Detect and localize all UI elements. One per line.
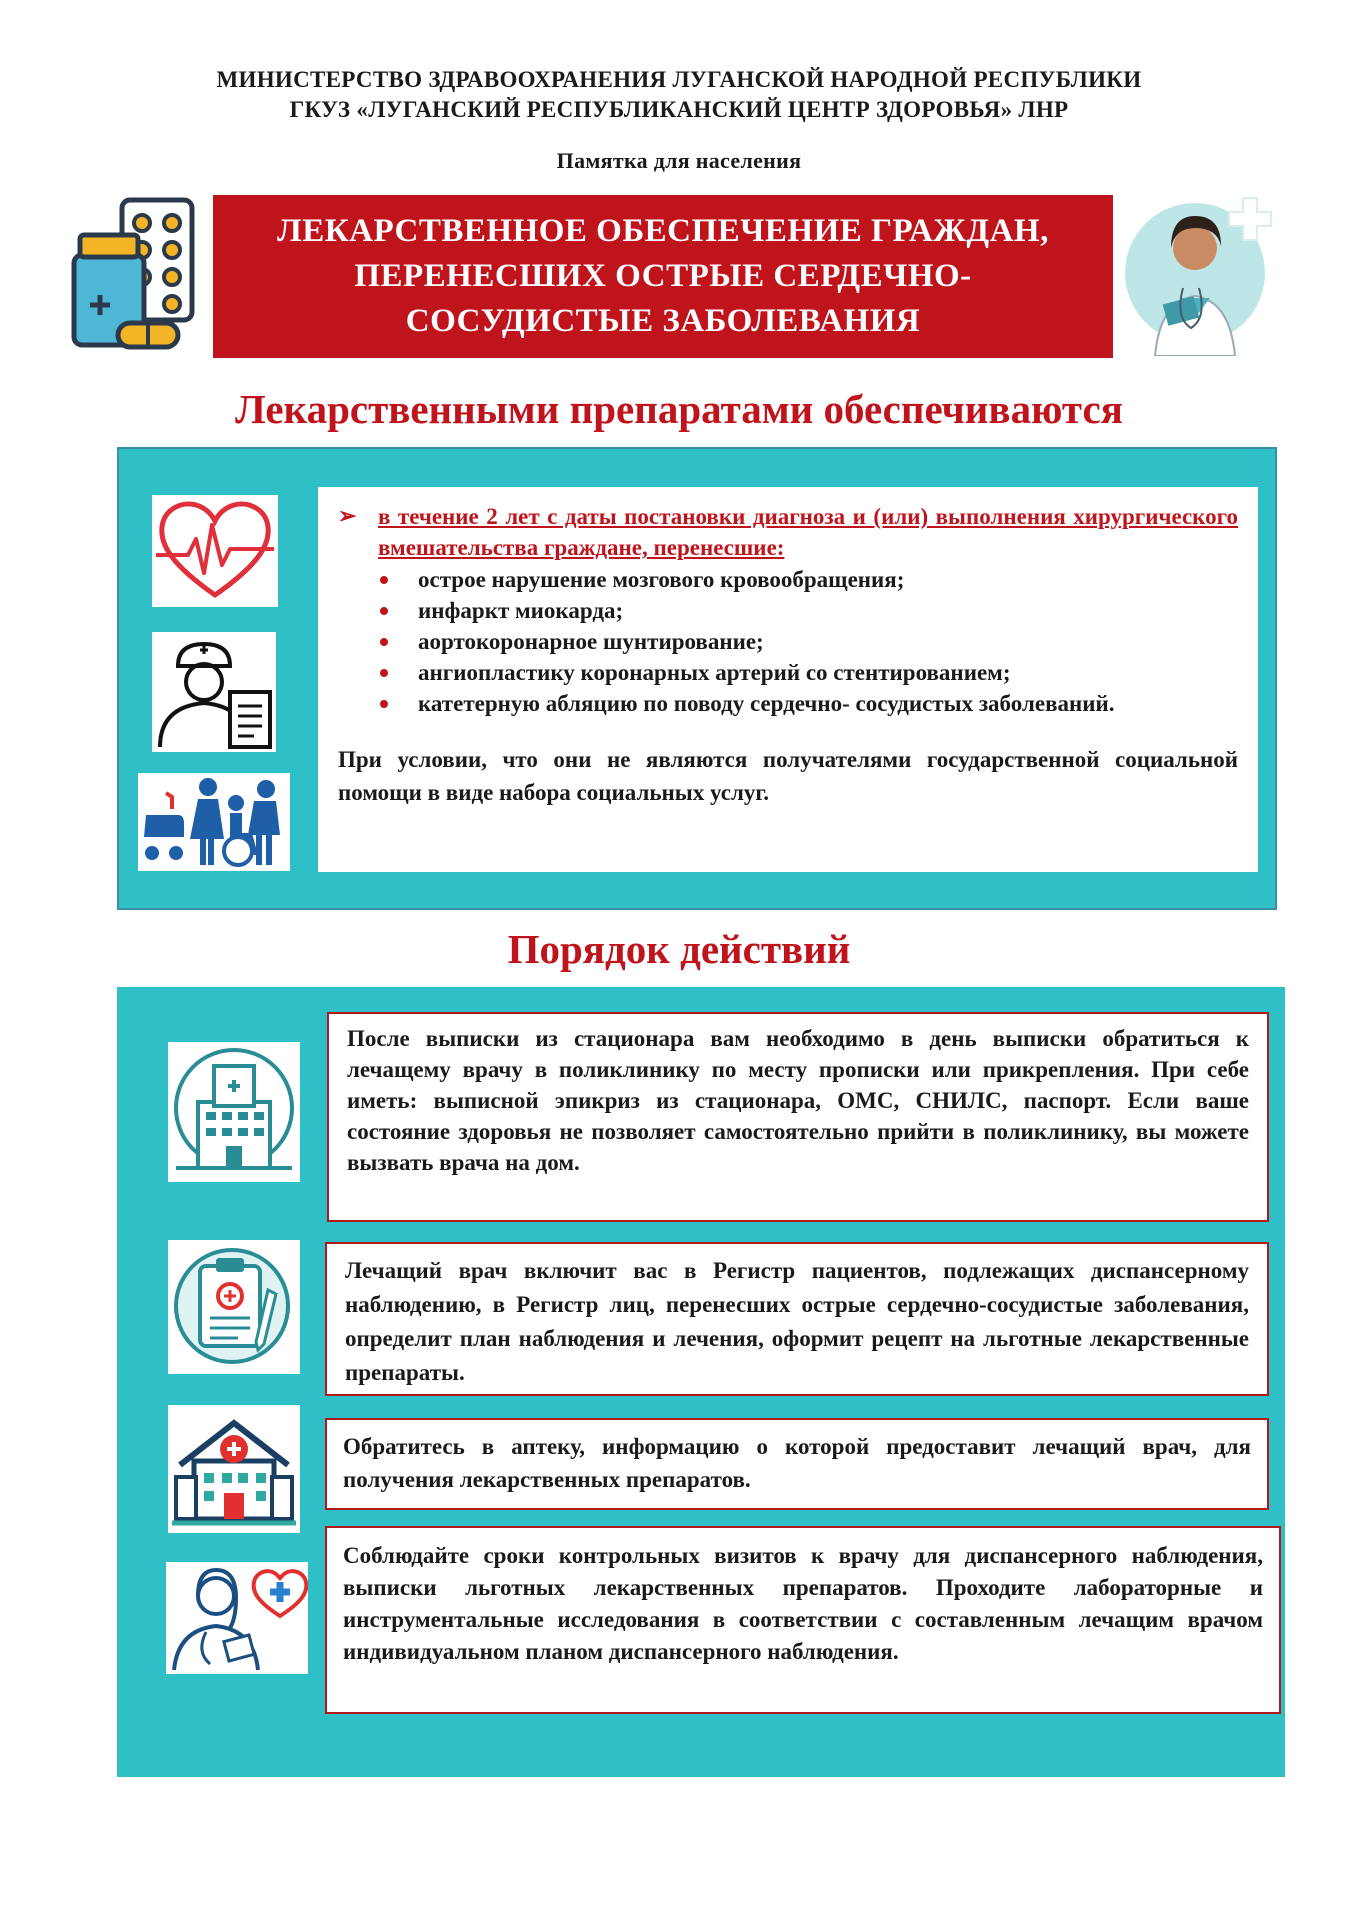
banner-line-2: ПЕРЕНЕСШИХ ОСТРЫЕ СЕРДЕЧНО- [354, 258, 972, 294]
heart-pulse-icon [152, 495, 278, 607]
clipboard-icon [168, 1240, 300, 1374]
section-title-provided: Лекарственными препаратами обеспечиваются [235, 386, 1123, 432]
family-disability-icon [138, 773, 290, 871]
eligibility-lead: ➢ в течение 2 лет с даты постановки диагноза и (или) выполнения хирургического вмешательства граждане, перенесшие: [338, 501, 1238, 563]
step-4: Соблюдайте сроки контрольных визитов к врачу для диспансерного наблюдения, выписки льготных лекарственных препаратов. Проходите лабораторные и инструментальные исследования в соответствии с составленным лечащим врачом индивидуальном планом диспансерного наблюдения. [325, 1526, 1281, 1714]
banner-line-3: СОСУДИСТЫЕ ЗАБОЛЕВАНИЯ [405, 303, 921, 339]
doctor-heart-icon [166, 1562, 308, 1674]
doctor-icon [1125, 188, 1280, 356]
ministry-header: МИНИСТЕРСТВО ЗДРАВООХРАНЕНИЯ ЛУГАНСКОЙ НАРОДНОЙ РЕСПУБЛИКИ [216, 67, 1142, 92]
diagnosis-list [338, 564, 1238, 719]
arrow-bullet-icon: ➢ [338, 503, 357, 528]
step-1: После выписки из стационара вам необходимо в день выписки обратиться к лечащему врачу в поликлинику по месту прописки или прикрепления. При себе иметь: выписной эпикриз из стационара, ОМС, СНИЛС, паспорт. Если ваше состояние здоровья не позволяет самостоятельно прийти в поликлинику, вы можете вызвать врача на дом. [327, 1012, 1269, 1222]
patient-record-icon [152, 632, 276, 752]
list-item: острое нарушение мозгового кровообращения; [378, 564, 1238, 595]
title-banner [213, 195, 1113, 358]
pills-icon [70, 195, 200, 355]
hospital-icon [168, 1042, 300, 1182]
condition-text: При условии, что они не являются получателями государственной социальной помощи в виде набора социальных услуг. [338, 747, 1238, 805]
step-2: Лечащий врач включит вас в Регистр пациентов, подлежащих диспансерному наблюдению, в Регистр лиц, перенесших острые сердечно-сосудистые заболевания, определит план наблюдения и лечения, оформит рецепт на льготные лекарственные препараты. [325, 1242, 1269, 1396]
center-header: ГКУЗ «ЛУГАНСКИЙ РЕСПУБЛИКАНСКИЙ ЦЕНТР ЗДОРОВЬЯ» ЛНР [289, 97, 1069, 122]
list-item: аортокоронарное шунтирование; [378, 626, 1238, 657]
section-title-procedure: Порядок действий [507, 926, 851, 972]
list-item: катетерную абляцию по поводу сердечно- сосудистых заболеваний. [378, 688, 1238, 719]
memo-label: Памятка для населения [556, 148, 802, 173]
step-3: Обратитесь в аптеку, информацию о которой предоставит лечащий врач, для получения лекарственных препаратов. [325, 1418, 1269, 1510]
list-item: ангиопластику коронарных артерий со стентированием; [378, 657, 1238, 688]
clinic-icon [168, 1405, 300, 1533]
banner-line-1: ЛЕКАРСТВЕННОЕ ОБЕСПЕЧЕНИЕ ГРАЖДАН, [277, 213, 1049, 249]
eligibility-content [318, 487, 1258, 872]
list-item: инфаркт миокарда; [378, 595, 1238, 626]
